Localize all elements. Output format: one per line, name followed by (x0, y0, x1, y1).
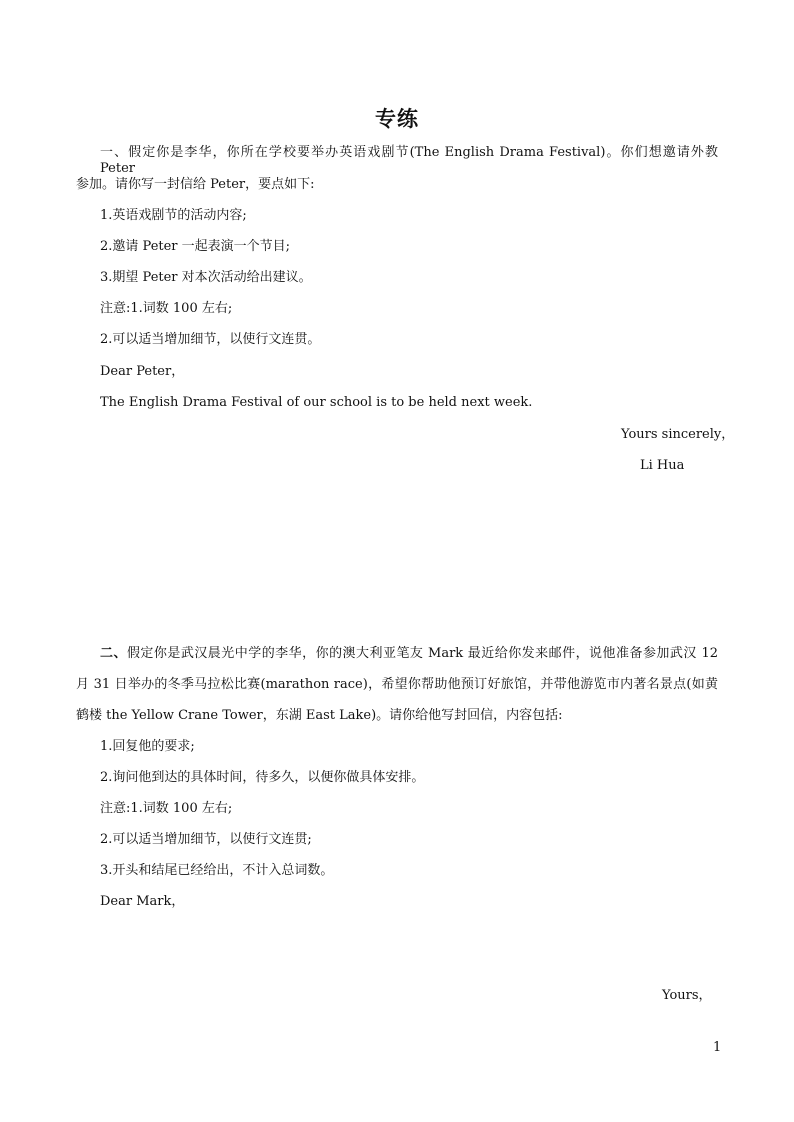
section1-prompt-line2: 参加。请你写一封信给 Peter，要点如下: (76, 177, 315, 192)
section1-prompt-line1: 一、假定你是李华，你所在学校要举办英语戏剧节(The English Drama Festival)。你们想邀请外教 Peter (100, 145, 718, 176)
section1-signature: Li Hua (640, 458, 685, 473)
section2-prompt-line2: 月 31 日举办的冬季马拉松比赛(marathon race)，希望你帮助他预订好旅馆，并带他游览市内著名景点(如黄 (76, 677, 718, 692)
section2-prompt-line1 (100, 646, 718, 662)
section2-salutation: Dear Mark， (100, 894, 185, 909)
section2-prompt-line1-text: 假定你是武汉晨光中学的李华，你的澳大利亚笔友 Mark 最近给你发来邮件，说他准备参加武汉 12 (126, 646, 718, 661)
section1-note-1: 注意:1.词数 100 左右; (100, 301, 233, 316)
section2-note-3: 3.开头和结尾已经给出，不计入总词数。 (100, 863, 334, 878)
section1-opening-sentence: The English Drama Festival of our school is to be held next week. (100, 395, 533, 410)
section1-closing: Yours sincerely， (621, 427, 735, 442)
section2-point-1: 1.回复他的要求; (100, 739, 195, 754)
page-title: 专练 (375, 107, 419, 131)
section2-note-1: 注意:1.词数 100 左右; (100, 801, 233, 816)
section2-prompt-line3: 鹤楼 the Yellow Crane Tower，东湖 East Lake)。请你给他写封回信，内容包括: (76, 708, 563, 723)
section1-salutation: Dear Peter， (100, 364, 185, 379)
section1-note-2: 2.可以适当增加细节，以使行文连贯。 (100, 332, 321, 347)
page-number: 1 (713, 1040, 722, 1055)
section2-note-2: 2.可以适当增加细节，以使行文连贯; (100, 832, 312, 847)
section2-point-2: 2.询问他到达的具体时间，待多久，以便你做具体安排。 (100, 770, 425, 785)
section2-number: 二、 (100, 646, 127, 661)
section2-closing: Yours， (662, 988, 712, 1003)
section1-point-2: 2.邀请 Peter 一起表演一个节目; (100, 239, 291, 254)
section1-point-3: 3.期望 Peter 对本次活动给出建议。 (100, 270, 312, 285)
section1-point-1: 1.英语戏剧节的活动内容; (100, 208, 247, 223)
